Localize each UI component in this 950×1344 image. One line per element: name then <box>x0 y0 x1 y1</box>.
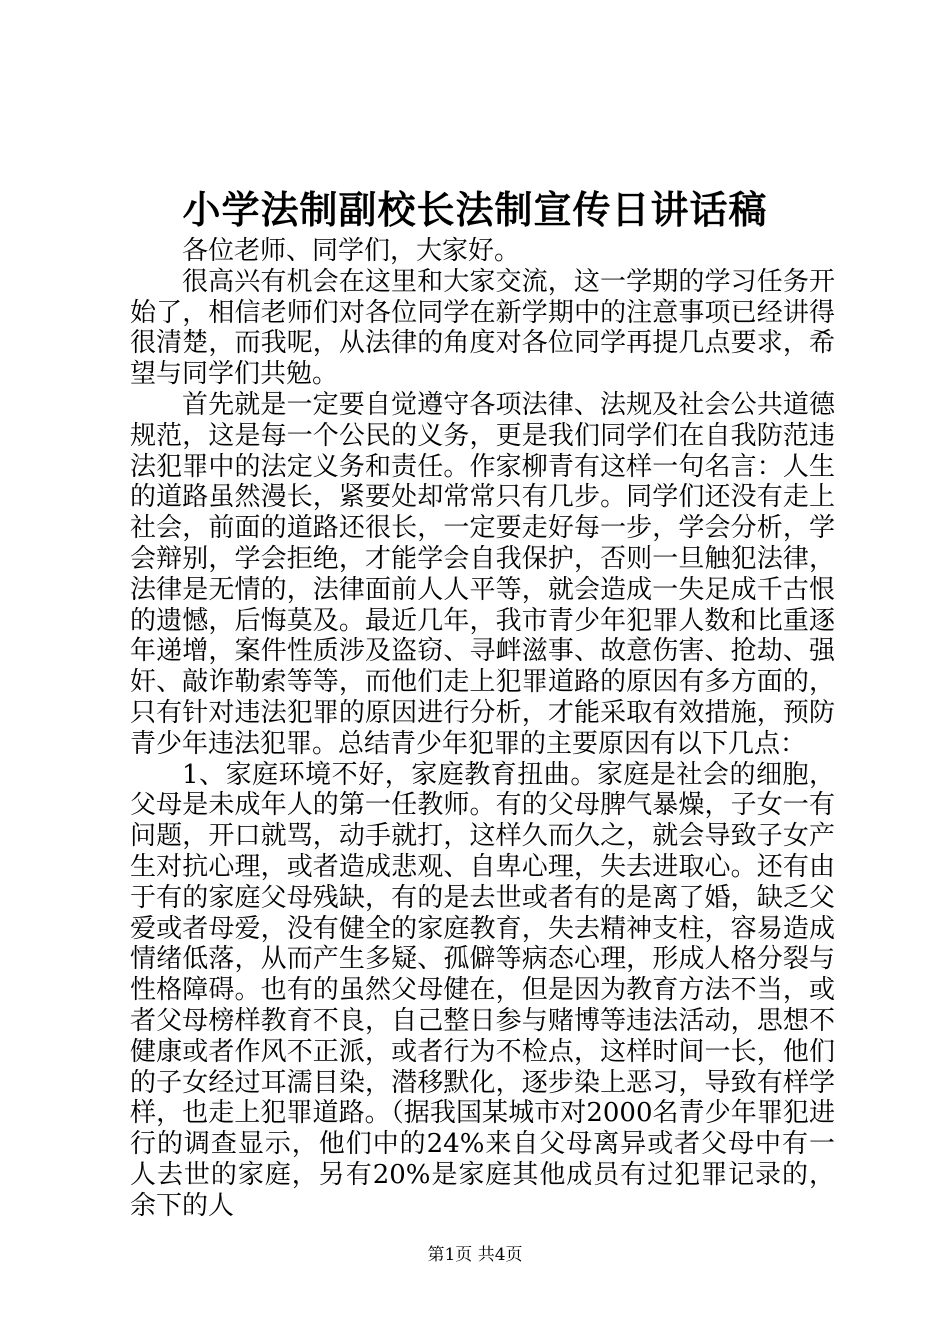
document-body <box>130 236 835 1222</box>
paragraph-family-environment: 1、家庭环境不好，家庭教育扭曲。家庭是社会的细胞，父母是未成年人的第一任教师。有的父母脾气暴燥，子女一有问题，开口就骂，动手就打，这样久而久之，就会导致子女产生对抗心理，或者造成悲观、自卑心理，失去进取心。还有由于有的家庭父母残缺，有的是去世或者有的是离了婚，缺乏父爱或者母爱，没有健全的家庭教育，失去精神支柱，容易造成情绪低落，从而产生多疑、孤僻等病态心理，形成人格分裂与性格障碍。也有的虽然父母健在，但是因为教育方法不当，或者父母榜样教育不良，自己整日参与赌博等违法活动，思想不健康或者作风不正派，或者行为不检点，这样时间一长，他们的子女经过耳濡目染，潜移默化，逐步染上恶习，导致有样学样，也走上犯罪道路。（据我国某城市对2000名青少年罪犯进行的调查显示，他们中的24%来自父母离异或者父母中有一人去世的家庭，另有20%是家庭其他成员有过犯罪记录的，余下的人 <box>130 759 835 1221</box>
paragraph-greeting: 各位老师、同学们，大家好。 <box>182 236 521 266</box>
paragraph-intro: 很高兴有机会在这里和大家交流，这一学期的学习任务开始了，相信老师们对各位同学在新学期中的注意事项已经讲得很清楚，而我呢，从法律的角度对各位同学再提几点要求，希望与同学们共勉。 <box>130 266 835 390</box>
page-number-footer: 第1页 共4页 <box>427 1245 523 1265</box>
paragraph-obey-law: 首先就是一定要自觉遵守各项法律、法规及社会公共道德规范，这是每一个公民的义务，更是我们同学们在自我防范违法犯罪中的法定义务和责任。作家柳青有这样一句名言：人生的道路虽然漫长，紧要处却常常只有几步。同学们还没有走上社会，前面的道路还很长，一定要走好每一步，学会分析，学会辩别，学会拒绝，才能学会自我保护，否则一旦触犯法律，法律是无情的，法律面前人人平等，就会造成一失足成千古恨的遗憾，后悔莫及。最近几年，我市青少年犯罪人数和比重逐年递增，案件性质涉及盗窃、寻衅滋事、故意伤害、抢劫、强奸、敲诈勒索等等，而他们走上犯罪道路的原因有多方面的，只有针对违法犯罪的原因进行分析，才能采取有效措施，预防青少年违法犯罪。总结青少年犯罪的主要原因有以下几点： <box>130 389 835 759</box>
document-title: 小学法制副校长法制宣传日讲话稿 <box>182 187 768 232</box>
